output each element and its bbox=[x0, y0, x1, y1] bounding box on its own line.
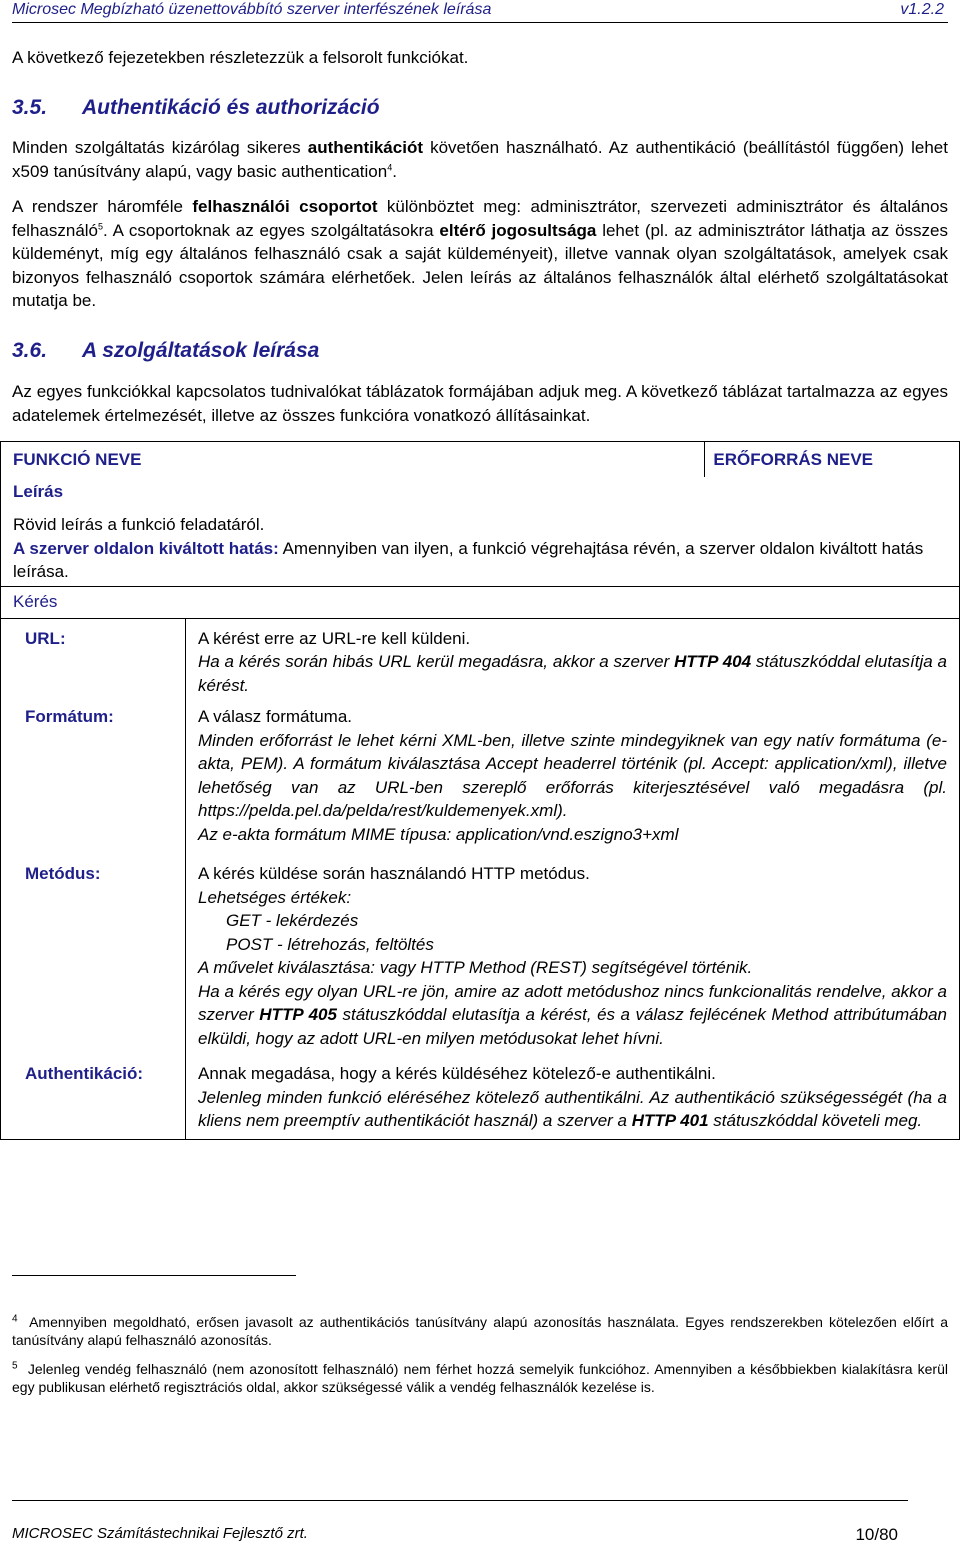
method-value-cell: A kérés küldése során használandó HTTP metódus. Lehetséges értékek: GET - lekérdezés POST - létrehozás, feltöltés A művelet kiválasztása: vagy HTTP Method (REST) segítségével történik. Ha a kérés egy olyan URL-re jön, amire az adott metódushoz nincs funkcionalitás rendelve, akkor a szerver HTTP 405 státuszkóddal elutasítja a kérést, és a válasz fejlécének Method attribútumában elküldi, hogy az adott URL-en milyen metódusokat lehet hívni. bbox=[186, 850, 960, 1054]
services-paragraph: Az egyes funkciókkal kapcsolatos tudnivalókat táblázatok formájában adjuk meg. A következő táblázat tartalmazza az egyes adatelemek értelmezését, illetve az összes funkcióra vonatkozó állításainkat. bbox=[12, 382, 948, 425]
footnote-5: $^5$ Jelenleg vendég felhasználó (nem azonosított felhasználó) nem férhet hozzá semelyik funkcióhoz. Amennyiben a későbbiekben kialakításra kerül egy publikusan elérhető regisztrációs oldal, akkor szükségessé válik a vendég felhasználók kezelése is. bbox=[12, 1360, 948, 1395]
format-label-cell: Formátum: bbox=[1, 701, 186, 850]
auth-value-cell: Annak megadása, hogy a kérés küldéséhez kötelező-e authentikálni. Jelenleg minden funkció eléréséhez kötelező authentikálni. Az authentikáció szükségességét (ha a kliens nem preemptív authentikációt használ) a szerver a HTTP 401 státuszkóddal követeli meg. bbox=[186, 1054, 960, 1139]
intro-paragraph: A következő fejezetekben részletezzük a felsorolt funkciókat. bbox=[12, 48, 469, 67]
footnote-ref-5[interactable]: 5 bbox=[98, 220, 104, 231]
auth-paragraph-2: A rendszer háromféle felhasználói csoportot különböztet meg: adminisztrátor, szervezeti adminisztrátor és általános felhasználó$^5$. A csoportoknak az egyes szolgáltatásokra eltérő jogosultsága lehet (pl. az adminisztrátor láthatja az összes küldeményt, míg egy általános felhasználó csak a saját küldeményeit), illetve vannak olyan szolgáltatások, amelyek csak bizonyos felhasználó csoportok számára elérhetőek. Jelen leírás az általános felhasználók által elérhető szolgáltatásokat mutatja be. bbox=[12, 197, 948, 310]
section-title: A szolgáltatások leírása bbox=[82, 339, 320, 362]
description-label: Leírás bbox=[13, 481, 64, 501]
footer-page-number: 10/80 bbox=[855, 1525, 898, 1544]
function-description-table bbox=[0, 441, 960, 1140]
footnote-4: $^4$ Amennyiben megoldható, erősen javasolt az authentikációs tanúsítvány alapú azonosítás használata. Egyes rendszerekben kötelezően előírt a tanúsítvány alapú felhasználó azonosítás. bbox=[12, 1313, 948, 1348]
url-label-cell: URL: bbox=[1, 618, 186, 701]
header-version: v1.2.2 bbox=[900, 1, 944, 18]
page-header bbox=[12, 0, 948, 23]
section-number: 3.6. bbox=[12, 339, 48, 362]
section-title: Authentikáció és authorizáció bbox=[82, 96, 380, 119]
server-effect-text: A szerver oldalon kiváltott hatás: Amennyiben van ilyen, a funkció végrehajtása révén, a szerver oldalon kiváltott hatás leírása. bbox=[13, 538, 924, 581]
section-3-6-heading bbox=[12, 339, 319, 363]
footnote-ref-4[interactable]: 4 bbox=[387, 161, 393, 172]
description-text: Rövid leírás a funkció feladatáról. bbox=[13, 515, 265, 534]
auth-label-cell: Authentikáció: bbox=[1, 1054, 186, 1139]
footnote-separator bbox=[12, 1275, 296, 1276]
header-title: Microsec Megbízható üzenettovábbító szerver interfészének leírása bbox=[12, 1, 492, 18]
url-value-cell: A kérést erre az URL-re kell küldeni. Ha a kérés során hibás URL kerül megadásra, akkor a szerver HTTP 404 státuszkóddal elutasítja a kérést. bbox=[186, 618, 960, 701]
description-cell bbox=[1, 477, 960, 587]
section-number: 3.5. bbox=[12, 96, 48, 119]
request-header-cell: Kérés bbox=[1, 586, 960, 618]
format-value-cell: A válasz formátuma. Minden erőforrást le lehet kérni XML-ben, illetve szinte mindegyiknek van egy natív formátuma (e-akta, PEM). A formátum kiválasztása Accept headerrel történik (pl. Accept: application/xml), illetve lehetőség van az URL-ben szereplő erőforrás kiterjesztésével való megadásra (pl. https://pelda.pel.da/pelda/rest/kuldemenyek.xml). Az e-akta formátum MIME típusa: application/vnd.eszigno3+xml bbox=[186, 701, 960, 850]
section-3-5-heading bbox=[12, 96, 380, 120]
footer-separator bbox=[12, 1500, 908, 1501]
footer-company: MICROSEC Számítástechnikai Fejlesztő zrt. bbox=[12, 1525, 308, 1542]
method-label-cell: Metódus: bbox=[1, 850, 186, 1054]
resource-name-cell: ERŐFORRÁS NEVE bbox=[705, 442, 960, 477]
auth-paragraph-1: Minden szolgáltatás kizárólag sikeres authentikációt követően használható. Az authentikáció (beállítástól függően) lehet x509 tanúsítvány alapú, vagy basic authentication$^4$. bbox=[12, 138, 948, 181]
function-name-cell: FUNKCIÓ NEVE bbox=[1, 442, 705, 477]
